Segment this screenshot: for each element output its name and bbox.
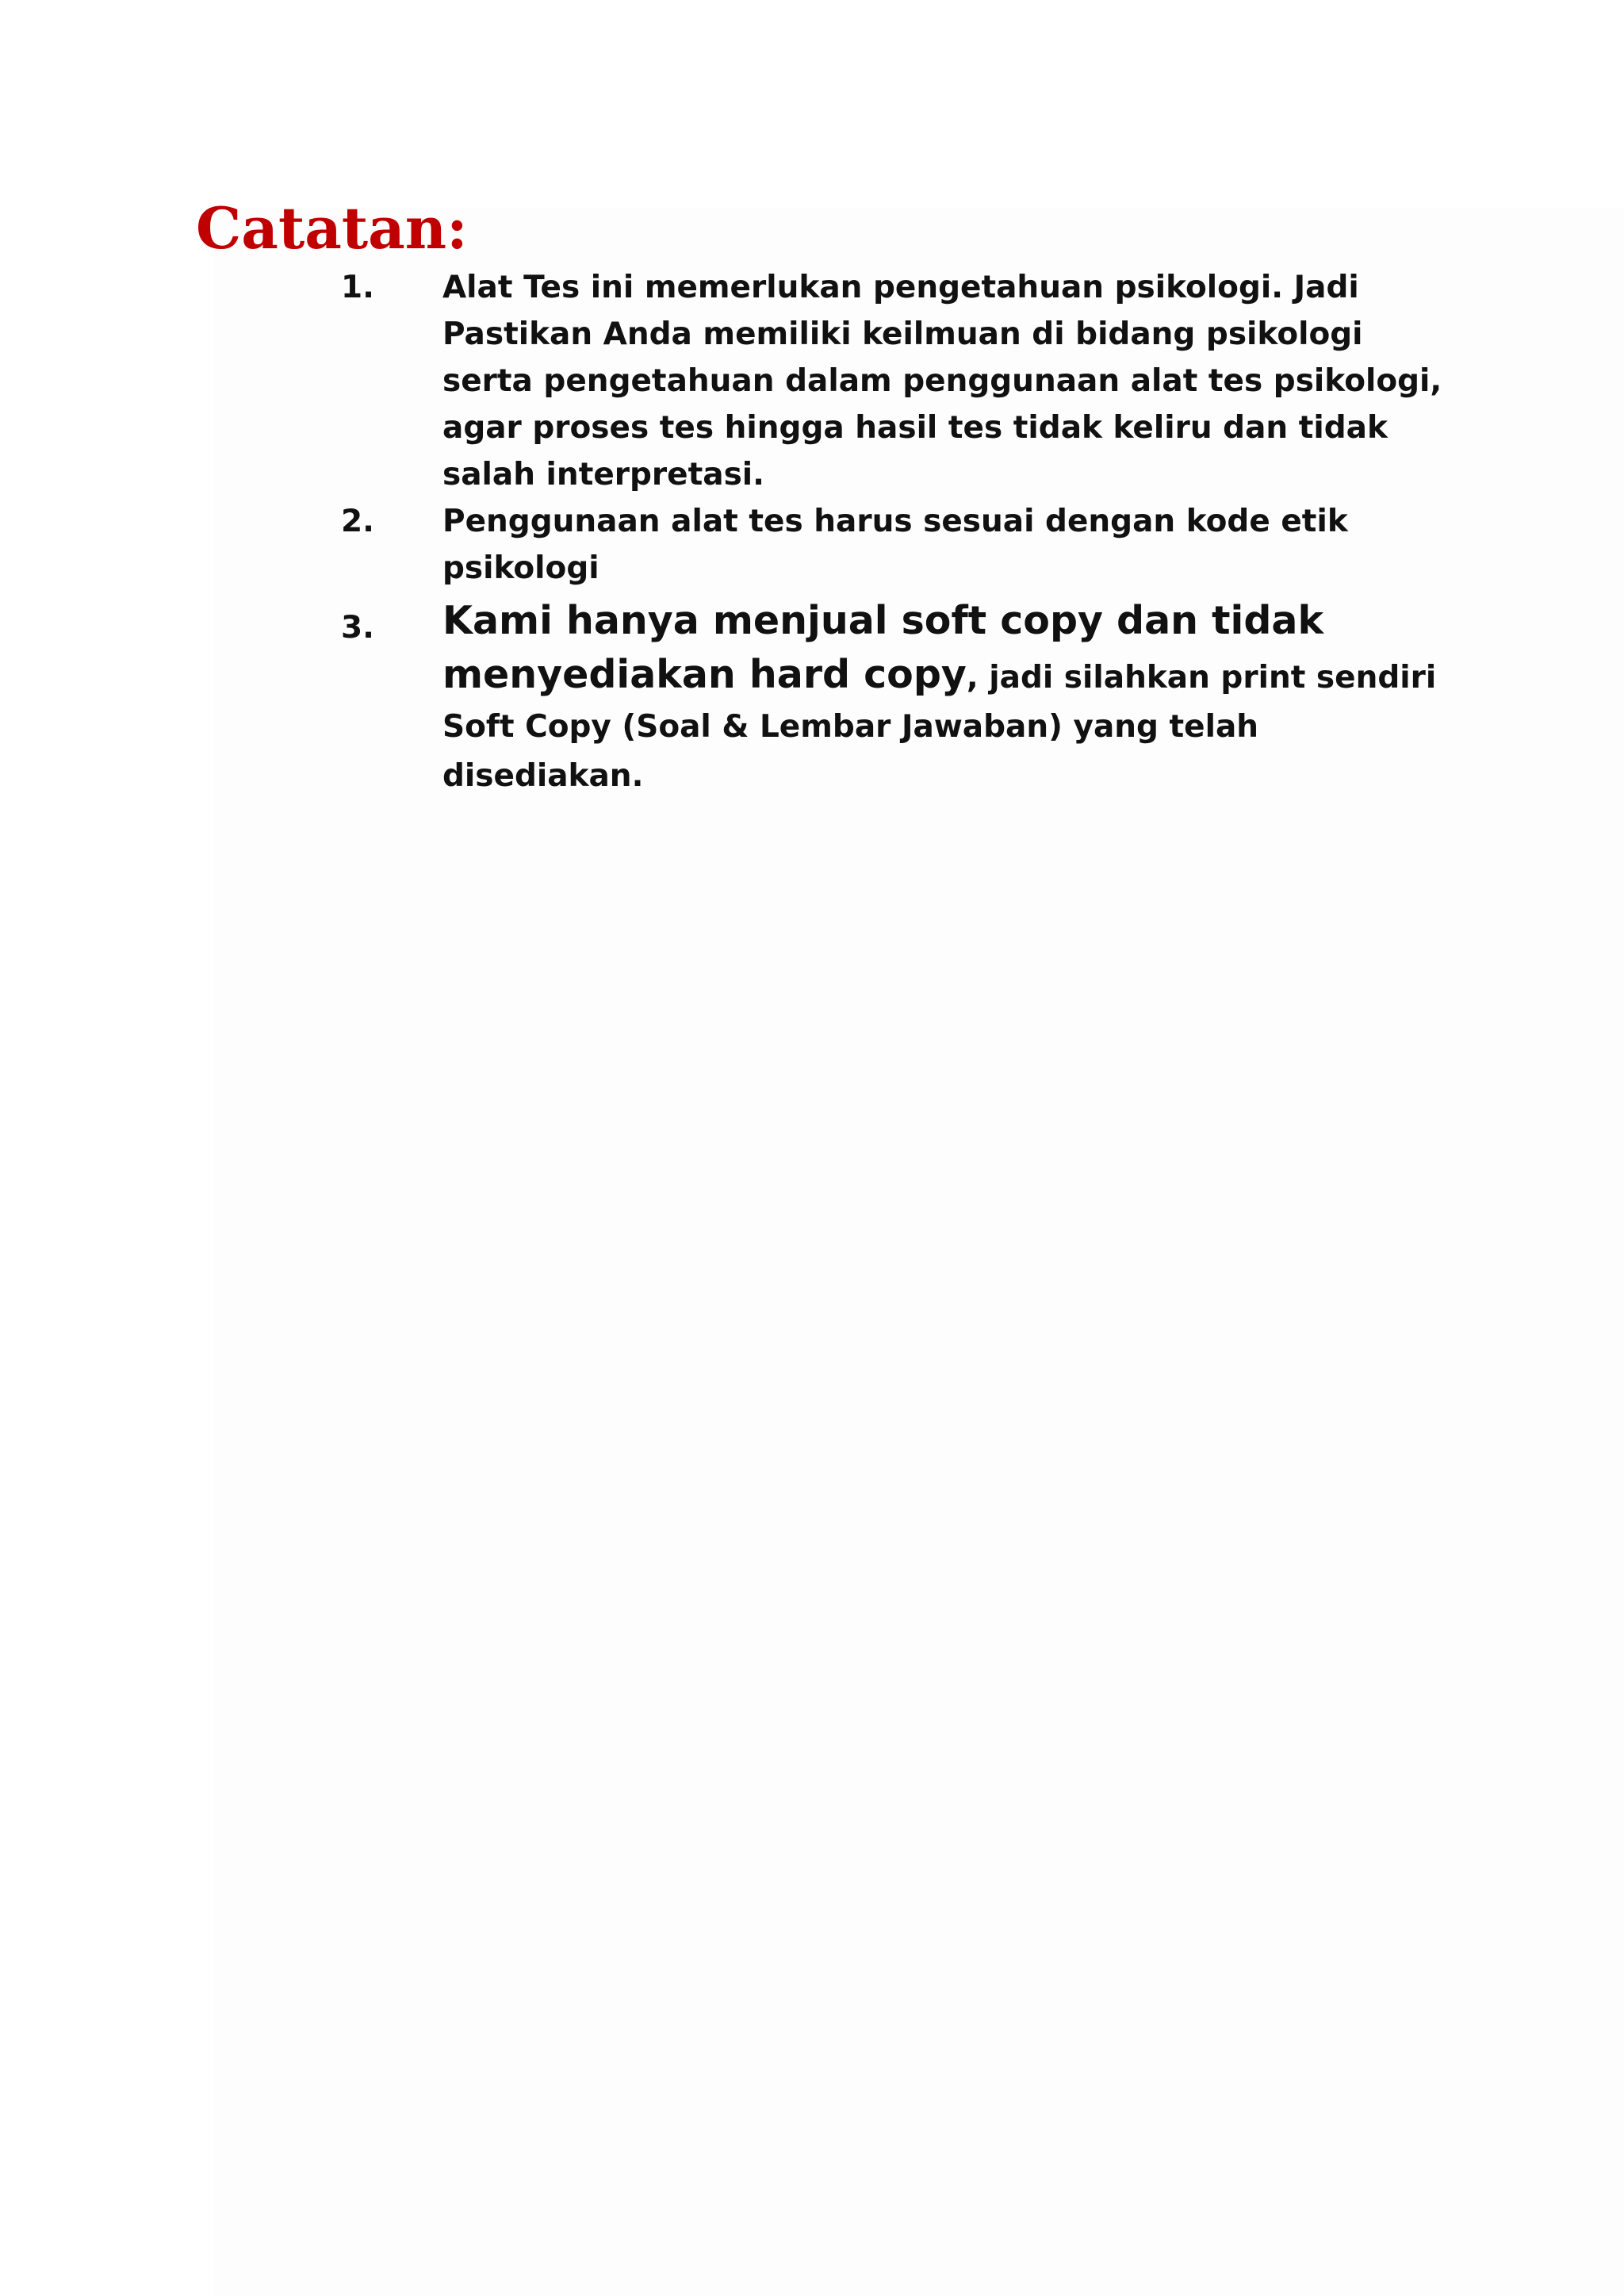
notes-list: [341, 264, 1451, 801]
page-title: Catatan:: [196, 194, 468, 262]
list-item-number: 3.: [341, 610, 374, 646]
list-item: [341, 264, 1451, 498]
emphasized-text: Kami hanya menjual soft copy dan tidak menyediakan hard copy: [442, 598, 1324, 697]
list-item-text: Penggunaan alat tes harus sesuai dengan kode etik psikologi: [442, 504, 1348, 586]
list-item-text: [442, 595, 1451, 801]
list-item-number: 1.: [341, 270, 374, 305]
list-item-number: 2.: [341, 504, 374, 539]
list-item: [341, 498, 1451, 592]
list-item-text: Alat Tes ini memerlukan pengetahuan psikologi. Jadi Pastikan Anda memiliki keilmuan di bidang psikologi serta pengetahuan dalam penggunaan alat tes psikologi, agar proses tes hingga hasil tes tidak keliru dan tidak salah interpretasi.: [442, 270, 1442, 493]
list-item: [341, 595, 1451, 801]
continuation-text: , jadi silahkan print sendiri Soft Copy (Soal & Lembar Jawaban) yang telah disediakan.: [442, 660, 1437, 794]
